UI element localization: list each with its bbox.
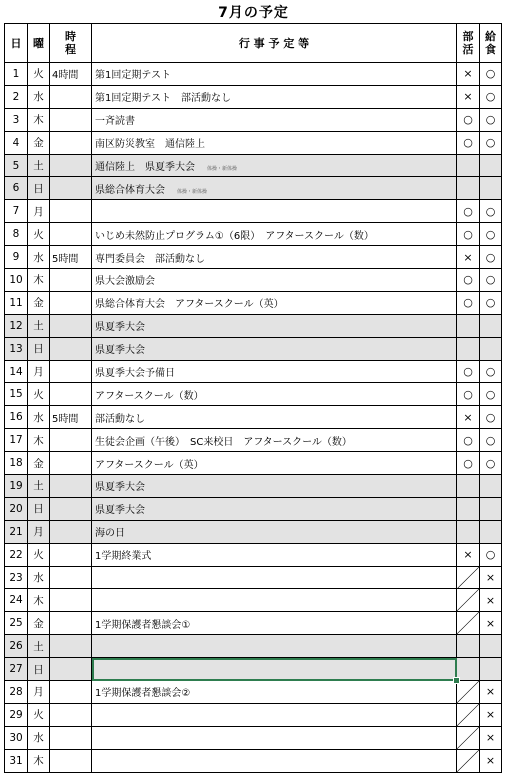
cell-club[interactable] bbox=[457, 497, 480, 520]
table-row bbox=[5, 383, 502, 406]
diagonal-slash-icon bbox=[457, 750, 479, 772]
cell-lunch[interactable]: ○ bbox=[480, 223, 502, 246]
cell-day[interactable]: 17 bbox=[5, 429, 28, 452]
cell-day[interactable]: 12 bbox=[5, 314, 28, 337]
table-row bbox=[5, 200, 502, 223]
cell-club[interactable] bbox=[457, 475, 480, 498]
cell-day[interactable]: 1 bbox=[5, 63, 28, 86]
cell-lunch[interactable] bbox=[480, 658, 502, 681]
cell-club[interactable]: ○ bbox=[457, 223, 480, 246]
event-text: 1学期保護者懇談会① bbox=[95, 619, 191, 631]
event-text: 部活動なし bbox=[95, 413, 145, 425]
cell-schedule[interactable] bbox=[50, 200, 92, 223]
cell-day[interactable]: 8 bbox=[5, 223, 28, 246]
cell-schedule[interactable] bbox=[50, 291, 92, 314]
cell-weekday[interactable]: 月 bbox=[28, 200, 50, 223]
cell-weekday[interactable]: 土 bbox=[28, 314, 50, 337]
table-row bbox=[5, 749, 502, 772]
cell-lunch[interactable] bbox=[480, 337, 502, 360]
cell-day[interactable]: 22 bbox=[5, 543, 28, 566]
cell-lunch[interactable] bbox=[480, 635, 502, 658]
cell-event[interactable] bbox=[92, 108, 457, 131]
event-text: いじめ未然防止プログラム①（6限） アフタースクール（数） bbox=[95, 230, 374, 242]
cell-day[interactable]: 10 bbox=[5, 269, 28, 292]
cell-event[interactable] bbox=[92, 337, 457, 360]
cell-day[interactable]: 24 bbox=[5, 589, 28, 612]
table-row bbox=[5, 703, 502, 726]
cell-event[interactable] bbox=[92, 681, 457, 704]
event-text: 専門委員会 部活動なし bbox=[95, 253, 205, 265]
cell-club[interactable]: ○ bbox=[457, 291, 480, 314]
cell-day[interactable]: 18 bbox=[5, 452, 28, 475]
cell-day[interactable]: 28 bbox=[5, 681, 28, 704]
table-row bbox=[5, 246, 502, 269]
cell-weekday[interactable]: 水 bbox=[28, 566, 50, 589]
cell-schedule[interactable] bbox=[50, 429, 92, 452]
cell-schedule[interactable] bbox=[50, 726, 92, 749]
cell-schedule[interactable] bbox=[50, 543, 92, 566]
header-club[interactable]: 部 活 bbox=[457, 24, 480, 63]
cell-weekday[interactable]: 土 bbox=[28, 154, 50, 177]
table-row bbox=[5, 589, 502, 612]
table-row bbox=[5, 497, 502, 520]
cell-day[interactable]: 2 bbox=[5, 85, 28, 108]
table-row bbox=[5, 108, 502, 131]
cell-event[interactable] bbox=[92, 85, 457, 108]
diagonal-slash-icon bbox=[457, 727, 479, 749]
cell-event[interactable] bbox=[92, 314, 457, 337]
cell-club[interactable]: ○ bbox=[457, 131, 480, 154]
cell-schedule[interactable] bbox=[50, 749, 92, 772]
table-row bbox=[5, 543, 502, 566]
sheet-title: 7月の予定 bbox=[218, 5, 289, 21]
cell-lunch[interactable] bbox=[480, 314, 502, 337]
cell-lunch[interactable]: ○ bbox=[480, 360, 502, 383]
cell-lunch[interactable]: × bbox=[480, 726, 502, 749]
table-row bbox=[5, 429, 502, 452]
cell-day[interactable]: 30 bbox=[5, 726, 28, 749]
table-row bbox=[5, 63, 502, 86]
event-text: 南区防災教室 通信陸上 bbox=[95, 139, 205, 151]
event-text: 県大会激励会 bbox=[95, 276, 155, 288]
cell-day[interactable]: 3 bbox=[5, 108, 28, 131]
cell-club[interactable] bbox=[457, 635, 480, 658]
table-row bbox=[5, 85, 502, 108]
cell-day[interactable]: 29 bbox=[5, 703, 28, 726]
cell-weekday[interactable]: 水 bbox=[28, 726, 50, 749]
diagonal-slash-icon bbox=[457, 612, 479, 634]
cell-club[interactable]: ○ bbox=[457, 200, 480, 223]
cell-club[interactable] bbox=[457, 314, 480, 337]
cell-day[interactable]: 21 bbox=[5, 520, 28, 543]
cell-lunch[interactable]: ○ bbox=[480, 108, 502, 131]
cell-club[interactable] bbox=[457, 177, 480, 200]
cell-event[interactable] bbox=[92, 520, 457, 543]
event-text: 生徒会企画（午後） SC来校日 アフタースクール（数） bbox=[95, 436, 352, 448]
table-row bbox=[5, 520, 502, 543]
cell-club[interactable]: ○ bbox=[457, 452, 480, 475]
cell-lunch[interactable]: ○ bbox=[480, 269, 502, 292]
cell-weekday[interactable]: 月 bbox=[28, 520, 50, 543]
cell-event[interactable] bbox=[92, 406, 457, 429]
cell-event[interactable] bbox=[92, 383, 457, 406]
event-text: 県夏季大会 bbox=[95, 322, 145, 334]
cell-schedule[interactable] bbox=[50, 314, 92, 337]
cell-schedule[interactable] bbox=[50, 497, 92, 520]
table-row bbox=[5, 269, 502, 292]
cell-event[interactable] bbox=[92, 200, 457, 223]
cell-schedule[interactable] bbox=[50, 108, 92, 131]
table-row bbox=[5, 452, 502, 475]
diagonal-slash-icon bbox=[457, 704, 479, 726]
cell-lunch[interactable]: ○ bbox=[480, 200, 502, 223]
cell-weekday[interactable]: 金 bbox=[28, 131, 50, 154]
cell-weekday[interactable]: 金 bbox=[28, 452, 50, 475]
cell-event[interactable] bbox=[92, 497, 457, 520]
event-text: 海の日 bbox=[95, 528, 125, 540]
event-text: 1学期保護者懇談会② bbox=[95, 688, 191, 700]
event-text: 第1回定期テスト bbox=[95, 70, 171, 82]
event-text: 県夏季大会 bbox=[95, 505, 145, 517]
cell-day[interactable]: 20 bbox=[5, 497, 28, 520]
cell-lunch[interactable]: × bbox=[480, 749, 502, 772]
cell-lunch[interactable]: ○ bbox=[480, 406, 502, 429]
cell-lunch[interactable] bbox=[480, 154, 502, 177]
cell-schedule[interactable] bbox=[50, 658, 92, 681]
cell-club[interactable] bbox=[457, 337, 480, 360]
header-row bbox=[5, 24, 502, 63]
cell-schedule[interactable] bbox=[50, 681, 92, 704]
cell-lunch[interactable]: ○ bbox=[480, 452, 502, 475]
cell-club[interactable]: × bbox=[457, 406, 480, 429]
cell-day[interactable]: 27 bbox=[5, 658, 28, 681]
cell-event[interactable] bbox=[92, 291, 457, 314]
table-row bbox=[5, 612, 502, 635]
event-note: 体操・新体操 bbox=[177, 188, 208, 195]
table-row bbox=[5, 223, 502, 246]
cell-event[interactable] bbox=[92, 589, 457, 612]
cell-day[interactable]: 15 bbox=[5, 383, 28, 406]
cell-weekday[interactable]: 火 bbox=[28, 63, 50, 86]
cell-club[interactable]: ○ bbox=[457, 108, 480, 131]
table-row bbox=[5, 726, 502, 749]
cell-schedule[interactable] bbox=[50, 566, 92, 589]
cell-club[interactable] bbox=[457, 154, 480, 177]
cell-schedule[interactable] bbox=[50, 475, 92, 498]
table-row bbox=[5, 360, 502, 383]
cell-day[interactable]: 4 bbox=[5, 131, 28, 154]
cell-weekday[interactable]: 木 bbox=[28, 269, 50, 292]
table-row bbox=[5, 566, 502, 589]
cell-weekday[interactable]: 火 bbox=[28, 383, 50, 406]
table-row bbox=[5, 177, 502, 200]
cell-schedule[interactable]: 5時間 bbox=[50, 246, 92, 269]
cell-lunch[interactable]: ○ bbox=[480, 543, 502, 566]
cell-event[interactable] bbox=[92, 429, 457, 452]
cell-lunch[interactable]: × bbox=[480, 612, 502, 635]
cell-schedule[interactable] bbox=[50, 269, 92, 292]
cell-event[interactable] bbox=[92, 749, 457, 772]
cell-day[interactable]: 5 bbox=[5, 154, 28, 177]
cell-schedule[interactable] bbox=[50, 635, 92, 658]
cell-day[interactable]: 16 bbox=[5, 406, 28, 429]
cell-weekday[interactable]: 木 bbox=[28, 749, 50, 772]
table-row bbox=[5, 475, 502, 498]
table-row bbox=[5, 406, 502, 429]
cell-weekday[interactable]: 木 bbox=[28, 589, 50, 612]
cell-event[interactable] bbox=[92, 63, 457, 86]
cell-weekday[interactable]: 日 bbox=[28, 658, 50, 681]
diagonal-slash-icon bbox=[457, 681, 479, 703]
cell-day[interactable]: 31 bbox=[5, 749, 28, 772]
cell-schedule[interactable] bbox=[50, 589, 92, 612]
header-day[interactable]: 日 bbox=[5, 24, 28, 63]
cell-club[interactable] bbox=[457, 749, 480, 772]
cell-club[interactable]: ○ bbox=[457, 429, 480, 452]
cell-club[interactable]: × bbox=[457, 246, 480, 269]
cell-day[interactable]: 11 bbox=[5, 291, 28, 314]
cell-schedule[interactable] bbox=[50, 154, 92, 177]
cell-weekday[interactable]: 日 bbox=[28, 497, 50, 520]
header-lunch[interactable]: 給 食 bbox=[480, 24, 502, 63]
cell-event[interactable] bbox=[92, 177, 457, 200]
cell-club[interactable] bbox=[457, 658, 480, 681]
cell-lunch[interactable]: ○ bbox=[480, 131, 502, 154]
cell-day[interactable]: 23 bbox=[5, 566, 28, 589]
selection-fill-handle[interactable] bbox=[453, 677, 460, 684]
cell-lunch[interactable] bbox=[480, 497, 502, 520]
event-text: 第1回定期テスト 部活動なし bbox=[95, 93, 231, 105]
cell-day[interactable]: 14 bbox=[5, 360, 28, 383]
cell-weekday[interactable]: 木 bbox=[28, 429, 50, 452]
cell-event[interactable] bbox=[92, 452, 457, 475]
cell-event[interactable] bbox=[92, 223, 457, 246]
diagonal-slash-icon bbox=[457, 589, 479, 611]
event-text: 県総合体育大会 アフタースクール（英） bbox=[95, 299, 284, 311]
cell-schedule[interactable] bbox=[50, 360, 92, 383]
cell-event[interactable] bbox=[92, 269, 457, 292]
table-row bbox=[5, 681, 502, 704]
cell-schedule[interactable] bbox=[50, 131, 92, 154]
event-text: 県夏季大会 bbox=[95, 482, 145, 494]
cell-schedule[interactable] bbox=[50, 337, 92, 360]
cell-club[interactable] bbox=[457, 703, 480, 726]
cell-weekday[interactable]: 水 bbox=[28, 406, 50, 429]
event-text: 1学期終業式 bbox=[95, 551, 152, 563]
cell-weekday[interactable]: 金 bbox=[28, 291, 50, 314]
cell-weekday[interactable]: 火 bbox=[28, 543, 50, 566]
cell-day[interactable]: 9 bbox=[5, 246, 28, 269]
cell-weekday[interactable]: 月 bbox=[28, 360, 50, 383]
cell-lunch[interactable]: ○ bbox=[480, 85, 502, 108]
cell-lunch[interactable]: × bbox=[480, 703, 502, 726]
cell-club[interactable] bbox=[457, 612, 480, 635]
cell-club[interactable] bbox=[457, 681, 480, 704]
event-text: 県夏季大会 bbox=[95, 345, 145, 357]
cell-lunch[interactable]: ○ bbox=[480, 383, 502, 406]
cell-weekday[interactable]: 日 bbox=[28, 337, 50, 360]
header-events[interactable]: 行 事 予 定 等 bbox=[92, 24, 457, 63]
table-row bbox=[5, 635, 502, 658]
event-text: 通信陸上 県夏季大会 bbox=[95, 162, 195, 173]
cell-day[interactable]: 13 bbox=[5, 337, 28, 360]
cell-schedule[interactable] bbox=[50, 703, 92, 726]
cell-club[interactable]: × bbox=[457, 85, 480, 108]
table-row bbox=[5, 154, 502, 177]
cell-lunch[interactable] bbox=[480, 520, 502, 543]
cell-day[interactable]: 6 bbox=[5, 177, 28, 200]
cell-weekday[interactable]: 土 bbox=[28, 635, 50, 658]
cell-event[interactable] bbox=[92, 131, 457, 154]
cell-schedule[interactable] bbox=[50, 223, 92, 246]
cell-schedule[interactable] bbox=[50, 383, 92, 406]
cell-day[interactable]: 26 bbox=[5, 635, 28, 658]
cell-lunch[interactable]: ○ bbox=[480, 429, 502, 452]
header-weekday[interactable]: 曜 bbox=[28, 24, 50, 63]
cell-club[interactable]: × bbox=[457, 63, 480, 86]
cell-weekday[interactable]: 木 bbox=[28, 108, 50, 131]
cell-weekday[interactable]: 土 bbox=[28, 475, 50, 498]
cell-lunch[interactable]: ○ bbox=[480, 246, 502, 269]
diagonal-slash-icon bbox=[457, 567, 479, 589]
cell-lunch[interactable]: × bbox=[480, 681, 502, 704]
table-row bbox=[5, 658, 502, 681]
cell-club[interactable] bbox=[457, 520, 480, 543]
cell-club[interactable] bbox=[457, 566, 480, 589]
cell-event[interactable] bbox=[92, 543, 457, 566]
cell-weekday[interactable]: 火 bbox=[28, 223, 50, 246]
cell-event[interactable] bbox=[92, 360, 457, 383]
event-text: 県総合体育大会 bbox=[95, 184, 165, 196]
cell-weekday[interactable]: 金 bbox=[28, 612, 50, 635]
cell-schedule[interactable] bbox=[50, 85, 92, 108]
cell-lunch[interactable]: × bbox=[480, 589, 502, 612]
cell-day[interactable]: 25 bbox=[5, 612, 28, 635]
cell-lunch[interactable]: × bbox=[480, 566, 502, 589]
cell-event[interactable] bbox=[92, 635, 457, 658]
cell-event[interactable] bbox=[92, 726, 457, 749]
cell-event[interactable] bbox=[92, 658, 457, 681]
event-text: 一斉読書 bbox=[95, 116, 135, 128]
cell-event[interactable] bbox=[92, 566, 457, 589]
cell-club[interactable] bbox=[457, 589, 480, 612]
cell-lunch[interactable] bbox=[480, 177, 502, 200]
event-text: アフタースクール（数） bbox=[95, 390, 204, 402]
event-note: 体操・新体操 bbox=[207, 166, 238, 172]
cell-schedule[interactable] bbox=[50, 177, 92, 200]
cell-schedule[interactable]: 5時間 bbox=[50, 406, 92, 429]
table-row bbox=[5, 337, 502, 360]
cell-schedule[interactable] bbox=[50, 612, 92, 635]
cell-club[interactable]: ○ bbox=[457, 383, 480, 406]
cell-event[interactable] bbox=[92, 154, 457, 177]
header-schedule[interactable]: 時 程 bbox=[50, 24, 92, 63]
cell-event[interactable] bbox=[92, 475, 457, 498]
cell-weekday[interactable]: 水 bbox=[28, 85, 50, 108]
cell-weekday[interactable]: 水 bbox=[28, 246, 50, 269]
cell-event[interactable] bbox=[92, 703, 457, 726]
cell-day[interactable]: 19 bbox=[5, 475, 28, 498]
schedule-table bbox=[4, 23, 502, 773]
cell-day[interactable]: 7 bbox=[5, 200, 28, 223]
cell-schedule[interactable] bbox=[50, 452, 92, 475]
table-row bbox=[5, 291, 502, 314]
cell-lunch[interactable]: ○ bbox=[480, 63, 502, 86]
table-row bbox=[5, 314, 502, 337]
cell-schedule[interactable] bbox=[50, 520, 92, 543]
event-text: 県夏季大会予備日 bbox=[95, 368, 175, 380]
cell-weekday[interactable]: 火 bbox=[28, 703, 50, 726]
cell-club[interactable]: ○ bbox=[457, 269, 480, 292]
event-text: アフタースクール（英） bbox=[95, 459, 204, 471]
cell-lunch[interactable]: ○ bbox=[480, 291, 502, 314]
cell-event[interactable] bbox=[92, 612, 457, 635]
cell-lunch[interactable] bbox=[480, 475, 502, 498]
cell-event[interactable] bbox=[92, 246, 457, 269]
cell-weekday[interactable]: 日 bbox=[28, 177, 50, 200]
cell-weekday[interactable]: 月 bbox=[28, 681, 50, 704]
cell-schedule[interactable]: 4時間 bbox=[50, 63, 92, 86]
cell-club[interactable]: × bbox=[457, 543, 480, 566]
table-row bbox=[5, 131, 502, 154]
cell-club[interactable]: ○ bbox=[457, 360, 480, 383]
cell-club[interactable] bbox=[457, 726, 480, 749]
